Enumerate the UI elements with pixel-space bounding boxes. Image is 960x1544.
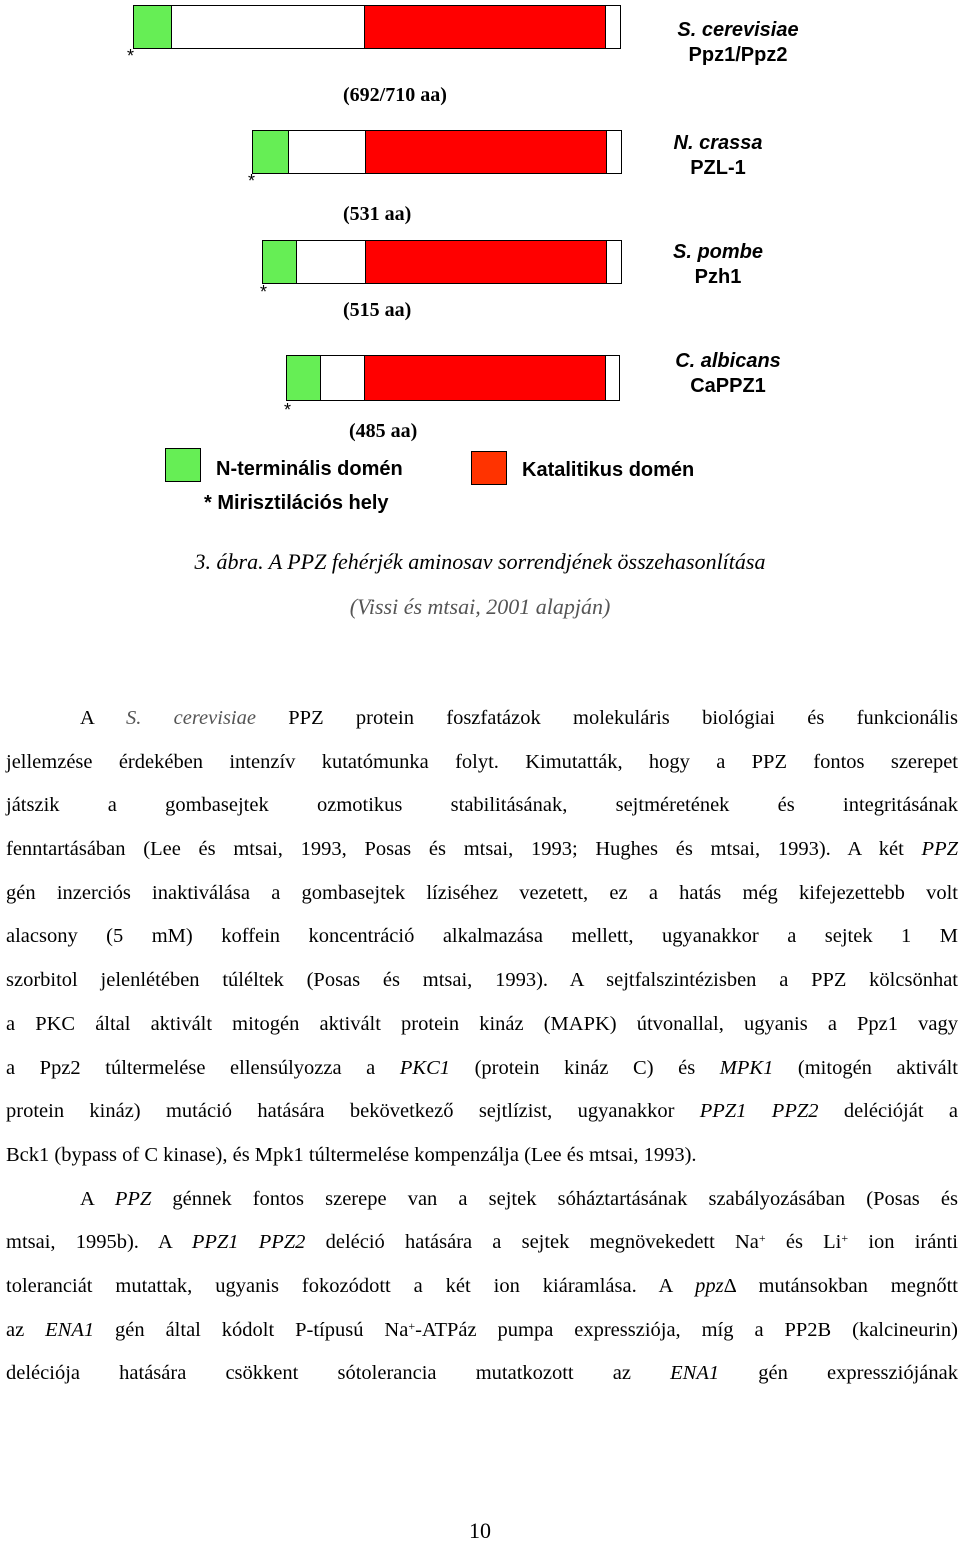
species-label-c-albicans: C. albicans CaPPZ1: [675, 350, 781, 397]
text-line: deléciója hatására csökkent sótolerancia mutatkozott az ENA1 gén expressziójának: [6, 1362, 958, 1385]
length-label-s-pombe: (515 aa): [343, 299, 412, 321]
legend-label-catalytic: Katalitikus domén: [522, 459, 695, 481]
body-paragraphs: [6, 697, 958, 1396]
text-line: protein kináz) mutáció hatására bekövetkező sejtlízist, ugyanakkor PPZ1 PPZ2 delécióját a: [6, 1100, 958, 1123]
myristoylation-star: *: [260, 282, 268, 302]
text-line: az ENA1 gén által kódolt P-típusú Na+-ATPáz pumpa expressziója, míg a PP2B (kalcineurin): [6, 1318, 958, 1341]
page-number: 10: [469, 1518, 491, 1543]
species-label-s-pombe: S. pombe Pzh1: [672, 241, 763, 288]
catalytic-domain: [364, 356, 606, 400]
length-label-n-crassa: (531 aa): [343, 203, 412, 225]
myristoylation-star: *: [248, 171, 256, 191]
text-line: fenntartásában (Lee és mtsai, 1993, Posas és mtsai, 1993; Hughes és mtsai, 1993). A két PPZ: [6, 838, 958, 861]
text-line: alacsony (5 mM) koffein koncentráció alkalmazása mellett, ugyanakkor a sejtek 1 M: [6, 925, 958, 948]
species-label-n-crassa: N. crassa PZL-1: [673, 132, 763, 179]
n-terminal-domain: [263, 241, 297, 283]
catalytic-domain: [365, 241, 607, 283]
protein-bar-s-pombe: [262, 240, 622, 284]
text-line: szorbitol jelenlétében túléltek (Posas és mtsai, 1993). A sejtfalszintézisben a PPZ kölcsönhat: [6, 969, 958, 992]
myristoylation-star: *: [127, 46, 135, 66]
text-line: a Ppz2 túltermelése ellensúlyozza a PKC1 (protein kináz C) és MPK1 (mitogén aktivált: [6, 1056, 958, 1079]
figure-caption-source: (Vissi és mtsai, 2001 alapján): [349, 594, 611, 619]
figure-caption: 3. ábra. A PPZ fehérjék aminosav sorrendjének összehasonlítása: [194, 549, 766, 574]
legend-swatch-catalytic: [471, 451, 507, 485]
catalytic-domain: [365, 131, 607, 173]
length-label-s-cerevisiae: (692/710 aa): [343, 84, 447, 106]
text-line: gén inzerciós inaktiválása a gombasejtek líziséhez vezetett, ez a hatás még kifejezettebb volt: [6, 881, 958, 904]
protein-bar-c-albicans: [286, 355, 620, 401]
n-terminal-domain: [253, 131, 289, 173]
protein-bar-s-cerevisiae: [133, 5, 621, 49]
text-line: jellemzése érdekében intenzív kutatómunka folyt. Kimutatták, hogy a PPZ fontos szerepet: [6, 750, 958, 773]
text-line: játszik a gombasejtek ozmotikus stabilitásának, sejtméretének és integritásának: [6, 794, 958, 817]
text-line: Bck1 (bypass of C kinase), és Mpk1 túltermelése kompenzálja (Lee és mtsai, 1993).: [6, 1143, 697, 1166]
legend-label-myristoylation: * Mirisztilációs hely: [204, 492, 389, 514]
length-label-c-albicans: (485 aa): [349, 420, 418, 442]
myristoylation-star: *: [284, 400, 292, 420]
n-terminal-domain: [134, 6, 172, 48]
legend-label-n-terminal: N-terminális domén: [216, 458, 403, 480]
protein-bar-n-crassa: [252, 130, 622, 174]
text-line: a PKC által aktivált mitogén aktivált protein kináz (MAPK) útvonallal, ugyanis a Ppz1 vagy: [6, 1012, 958, 1035]
catalytic-domain: [364, 6, 606, 48]
species-label-s-cerevisiae: S. cerevisiae Ppz1/Ppz2: [677, 19, 799, 66]
n-terminal-domain: [287, 356, 321, 400]
text-line: toleranciát mutattak, ugyanis fokozódott a két ion kiáramlása. A ppzΔ mutánsokban megnőtt: [6, 1274, 958, 1297]
text-line: mtsai, 1995b). A PPZ1 PPZ2 deléció hatására a sejtek megnövekedett Na+ és Li+ ion iránti: [6, 1231, 958, 1254]
legend-swatch-n-terminal: [165, 448, 201, 482]
text-line: A PPZ génnek fontos szerepe van a sejtek sóháztartásának szabályozásában (Posas és: [80, 1187, 958, 1210]
text-line: A S. cerevisiae PPZ protein foszfatázok molekuláris biológiai és funkcionális: [80, 707, 958, 729]
